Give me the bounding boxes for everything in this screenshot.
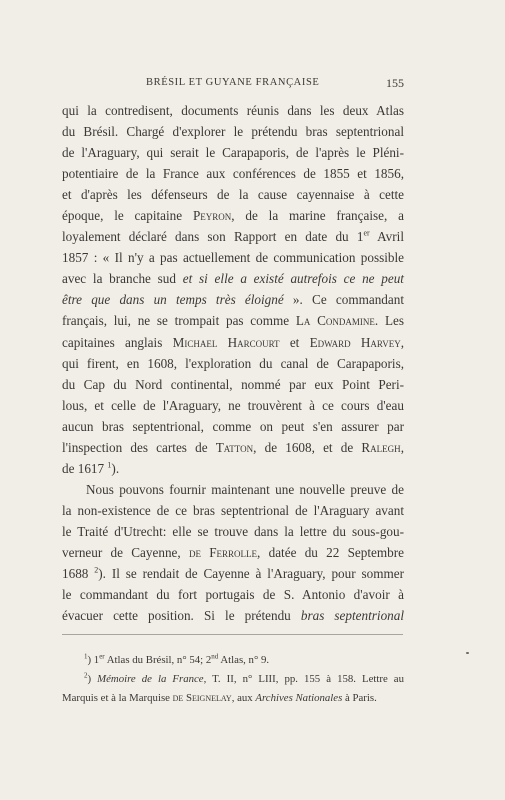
text-line: [62, 542, 404, 563]
text-run: et: [279, 334, 310, 350]
text-run: l'inspection des cartes de: [62, 439, 216, 455]
text-line: [62, 289, 404, 310]
italic-quote: et si elle a existé autrefois ce ne peut: [182, 271, 404, 287]
footnote-2: [62, 670, 404, 689]
text-run: du Cap du Nord continental, nommé par eux Point Peri-: [62, 376, 404, 392]
text-run: , de 1608, et de: [253, 439, 362, 455]
text-run: potentiaire de la France aux conférences de 1855 et 1856,: [62, 166, 404, 182]
text-run: et d'après les défenseurs de la cause cayennaise à cette: [62, 187, 404, 203]
text-run: capitaines anglais: [62, 334, 173, 350]
text-run: , de la marine française, a: [231, 208, 404, 224]
text-run: verneur de Cayenne,: [62, 544, 189, 560]
person-name: Edward Harvey: [309, 334, 401, 350]
text-run: , aux: [231, 692, 256, 704]
text-run: loyalement déclaré dans son Rapport en date du 1: [62, 229, 364, 245]
body-text: [62, 100, 404, 626]
text-line: [62, 226, 404, 247]
text-run: 1857 : « Il n'y a pas actuellement de communication possible: [62, 250, 404, 266]
italic-quote: être que dans un temps très éloigné: [62, 292, 284, 308]
text-run: . Les: [374, 313, 404, 329]
person-name: La Condamine: [295, 313, 375, 329]
text-run: 1688: [62, 566, 95, 582]
text-run: , datée du 22 Septembre: [257, 544, 404, 560]
person-name: Peyron: [192, 208, 232, 224]
person-name: de Ferrolle: [188, 544, 258, 560]
text-line: [62, 500, 404, 521]
text-line: [62, 247, 404, 268]
text-run: de l'Araguary, qui serait le Carapaporis, de l'après le Pléni-: [62, 145, 404, 161]
text-run: à Paris.: [342, 692, 377, 704]
text-run: ,: [400, 334, 404, 350]
text-run: aucun bras septentrional, comme on peut s'en assurer par: [62, 418, 404, 434]
text-line: [62, 100, 404, 121]
text-run: lous, et celle de l'Araguary, ne trouvèrent à ce cours d'eau: [62, 397, 404, 413]
paper-speck: [466, 652, 469, 654]
text-run: Marquis et à la Marquise: [62, 692, 173, 704]
text-line: [62, 563, 404, 584]
text-line: [62, 163, 404, 184]
person-name: Michael Harcourt: [172, 334, 280, 350]
text-run: ) 1: [87, 654, 100, 666]
text-run: le commandant du fort portugais de S. Antonio d'avoir à: [62, 587, 404, 603]
running-head: [62, 76, 404, 92]
page-number: 155: [386, 76, 404, 90]
text-line: [62, 310, 404, 331]
text-run: T. II, n° LIII, pp. 155 à 158. Lettre au: [206, 673, 404, 685]
text-line: [62, 479, 404, 500]
person-name: Tatton: [215, 439, 254, 455]
text-run: Atlas, n° 9.: [218, 654, 270, 666]
text-line: [62, 437, 404, 458]
text-line: [62, 142, 404, 163]
text-line: [62, 605, 404, 626]
text-run: la non-existence de ce bras septentrional de l'Araguary avant: [62, 502, 404, 518]
text-run: avec la branche sud: [62, 271, 183, 287]
footnote-1: [62, 651, 404, 670]
text-run: nd: [211, 652, 219, 661]
footnotes: [62, 651, 404, 708]
text-run: Avril: [369, 229, 404, 245]
text-line: [62, 205, 404, 226]
footnote-divider: [62, 634, 403, 635]
text-run: Nous pouvons fournir maintenant une nouvelle preuve de: [86, 481, 404, 497]
text-run: ). Il se rendait de Cayenne à l'Araguary, pour sommer: [98, 566, 404, 582]
text-line: [62, 184, 404, 205]
text-line: [62, 395, 404, 416]
person-name: de Seignelay: [172, 692, 232, 704]
text-line: [62, 121, 404, 142]
text-run: Atlas du Brésil, n° 54; 2: [104, 654, 212, 666]
footnote-number: 1: [84, 652, 88, 661]
text-run: ): [87, 673, 98, 685]
text-line: [62, 268, 404, 289]
text-line: [62, 458, 404, 479]
footnote-2-continued: [62, 689, 404, 708]
text-run: époque, le capitaine: [62, 208, 193, 224]
text-run: évacuer cette position. Si le prétendu: [62, 608, 301, 624]
text-run: du Brésil. Chargé d'explorer le prétendu bras septentrional: [62, 124, 404, 140]
text-run: le Traité d'Utrecht: elle se trouve dans la lettre du sous-gou-: [62, 523, 404, 539]
text-run: ,: [400, 439, 404, 455]
footnote-ref: 1: [107, 460, 112, 470]
text-line: [62, 521, 404, 542]
footnote-ref: 2: [94, 565, 99, 575]
text-line: [62, 584, 404, 605]
text-run: qui la contredisent, documents réunis dans les deux Atlas: [62, 103, 404, 118]
text-run: ).: [111, 460, 120, 476]
italic-term: bras septentrional: [300, 608, 405, 624]
text-run: ». Ce commandant: [283, 292, 404, 308]
text-run: de 1617: [62, 460, 108, 476]
text-line: [62, 416, 404, 437]
text-run: er: [99, 652, 105, 661]
text-run: qui firent, en 1608, l'exploration du canal de Carapaporis,: [62, 355, 404, 371]
text-line: [62, 332, 404, 353]
text-line: [62, 374, 404, 395]
italic-title: Mémoire de la France,: [97, 673, 207, 685]
running-title: BRÉSIL ET GUYANE FRANÇAISE: [146, 77, 320, 88]
italic-title: Archives Nationales: [255, 692, 343, 704]
person-name: Ralegh: [361, 439, 401, 455]
text-line: [62, 353, 404, 374]
text-run: français, lui, ne se trompait pas comme: [62, 313, 296, 329]
superscript: er: [363, 228, 370, 238]
footnote-number: 2: [84, 671, 88, 680]
